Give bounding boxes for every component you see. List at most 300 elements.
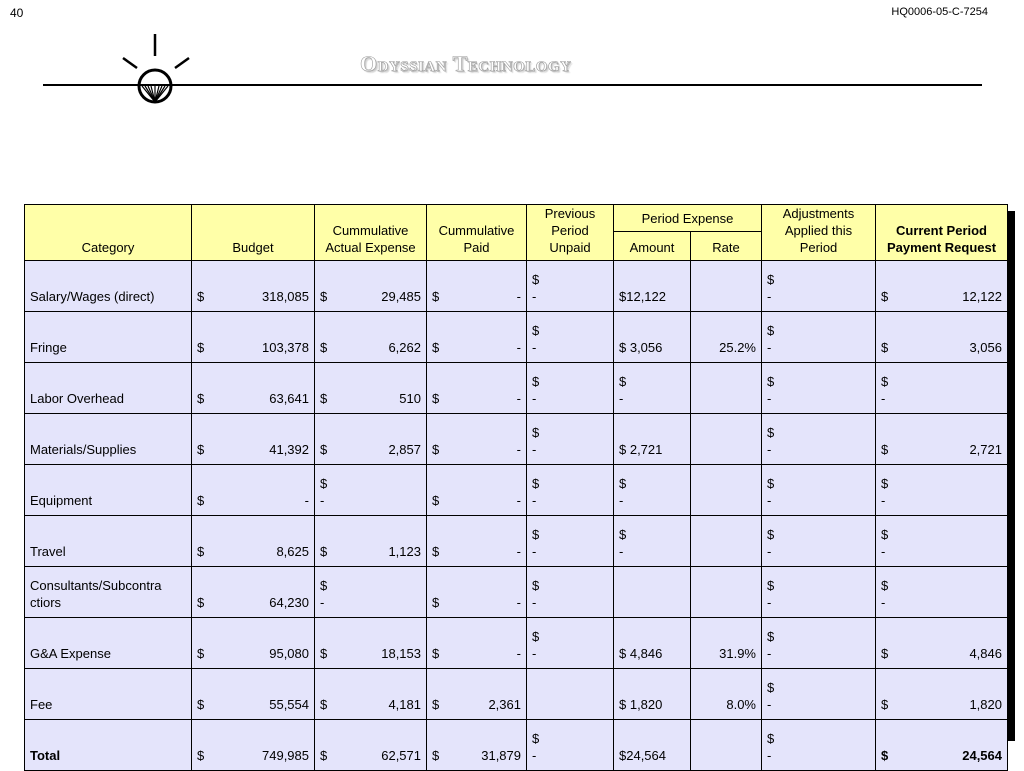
cell-current-request <box>876 516 1008 567</box>
money-value <box>432 696 521 713</box>
currency-symbol: $ <box>767 425 775 440</box>
currency-symbol: $ <box>320 340 328 355</box>
col-budget: Budget <box>192 205 315 261</box>
stacked-value <box>767 679 870 713</box>
money-value <box>881 645 1002 662</box>
amount-value: 2,361 <box>488 697 521 712</box>
currency-symbol: $ <box>619 476 627 491</box>
currency-symbol: $ <box>197 595 205 610</box>
amount-value: - <box>516 544 521 559</box>
money-value <box>197 696 309 713</box>
amount-value: 3,056 <box>969 340 1002 355</box>
amount-value: 1,123 <box>388 544 421 559</box>
currency-symbol: $ <box>432 646 440 661</box>
cell-adjustments <box>762 261 876 312</box>
amount-value: - <box>516 391 521 406</box>
cell-rate: 25.2% <box>691 312 762 363</box>
cell-adjustments <box>762 363 876 414</box>
currency-symbol: $ <box>432 697 440 712</box>
currency-symbol: $ <box>532 578 540 593</box>
amount-value: - <box>767 289 772 304</box>
money-value <box>432 339 521 356</box>
cell-amount <box>614 261 691 312</box>
amount-value: - <box>532 646 537 661</box>
cell-cumulative-actual <box>315 312 427 363</box>
amount-value: - <box>767 544 772 559</box>
currency-symbol: $ <box>432 340 440 355</box>
cell-cumulative-paid <box>427 720 527 771</box>
cell-adjustments <box>762 669 876 720</box>
money-value <box>320 696 421 713</box>
stacked-value <box>532 577 608 611</box>
money-value <box>881 747 1002 764</box>
cell-current-request <box>876 363 1008 414</box>
document-id: HQ0006-05-C-7254 <box>891 6 988 18</box>
cell-amount <box>614 312 691 363</box>
cell-rate <box>691 261 762 312</box>
currency-symbol: $ <box>881 578 889 593</box>
currency-symbol: $ <box>432 442 440 457</box>
stacked-value <box>767 526 870 560</box>
cell-budget <box>192 720 315 771</box>
currency-symbol: $ <box>532 527 540 542</box>
currency-symbol: $ <box>881 289 889 304</box>
cell-cumulative-paid <box>427 414 527 465</box>
currency-symbol: $ <box>881 340 889 355</box>
amount-value: 749,985 <box>262 748 309 763</box>
amount-value: $12,122 <box>619 289 666 304</box>
amount-value: - <box>619 544 624 559</box>
currency-symbol: $ <box>767 374 775 389</box>
stacked-value <box>320 475 421 509</box>
cell-amount <box>614 465 691 516</box>
amount-value: - <box>619 493 624 508</box>
money-value <box>197 747 309 764</box>
money-value <box>432 441 521 458</box>
col-rate: Rate <box>691 232 762 261</box>
money-value <box>320 288 421 305</box>
currency-symbol: $ <box>432 391 440 406</box>
amount-value: - <box>532 748 537 763</box>
currency-symbol: $ <box>197 697 205 712</box>
currency-symbol: $ <box>881 748 889 763</box>
cell-rate: 8.0% <box>691 669 762 720</box>
currency-symbol: $ <box>197 748 205 763</box>
amount-value: 318,085 <box>262 289 309 304</box>
amount-value: - <box>320 493 325 508</box>
cell-amount <box>614 414 691 465</box>
currency-symbol: $ <box>881 476 889 491</box>
amount-value: 24,564 <box>962 748 1002 763</box>
cell-rate <box>691 363 762 414</box>
amount-value: 103,378 <box>262 340 309 355</box>
cell-cumulative-paid <box>427 618 527 669</box>
currency-symbol: $ <box>432 595 440 610</box>
currency-symbol: $ <box>432 544 440 559</box>
stacked-value <box>532 730 608 764</box>
money-value <box>197 390 309 407</box>
stacked-value <box>532 373 608 407</box>
table-row <box>25 720 1008 771</box>
currency-symbol: $ <box>881 442 889 457</box>
cell-adjustments <box>762 618 876 669</box>
currency-symbol: $ <box>532 629 540 644</box>
money-value <box>320 441 421 458</box>
amount-value: 31,879 <box>481 748 521 763</box>
col-amount: Amount <box>614 232 691 261</box>
cell-rate <box>691 516 762 567</box>
cell-adjustments <box>762 414 876 465</box>
currency-symbol: $ <box>197 493 205 508</box>
money-value <box>432 543 521 560</box>
currency-symbol: $ <box>767 731 775 746</box>
cell-rate <box>691 414 762 465</box>
page-number: 40 <box>10 6 24 20</box>
amount-value: - <box>767 442 772 457</box>
cell-category: Fee <box>25 669 192 720</box>
cell-budget <box>192 261 315 312</box>
cell-cumulative-actual <box>315 669 427 720</box>
expense-table-container <box>24 204 1008 771</box>
currency-symbol: $ <box>881 646 889 661</box>
cell-current-request <box>876 465 1008 516</box>
money-value <box>432 390 521 407</box>
cell-cumulative-paid <box>427 465 527 516</box>
cell-current-request <box>876 414 1008 465</box>
table-row <box>25 363 1008 414</box>
stacked-value <box>767 730 870 764</box>
currency-symbol: $ <box>320 544 328 559</box>
currency-symbol: $ <box>320 578 328 593</box>
stacked-value <box>881 577 1002 611</box>
amount-value: $ 1,820 <box>619 697 663 712</box>
currency-symbol: $ <box>619 527 627 542</box>
currency-symbol: $ <box>532 425 540 440</box>
currency-symbol: $ <box>432 748 440 763</box>
currency-symbol: $ <box>767 629 775 644</box>
currency-symbol: $ <box>767 476 775 491</box>
stacked-value <box>881 475 1002 509</box>
cell-previous-unpaid <box>527 669 614 720</box>
money-value <box>197 492 309 509</box>
currency-symbol: $ <box>320 442 328 457</box>
amount-value: - <box>767 748 772 763</box>
cell-category: Consultants/Subcontra ctiors <box>25 567 192 618</box>
amount-value: - <box>532 544 537 559</box>
cell-amount <box>614 567 691 618</box>
cell-cumulative-paid <box>427 567 527 618</box>
cell-budget <box>192 567 315 618</box>
money-value <box>432 747 521 764</box>
currency-symbol: $ <box>432 493 440 508</box>
money-value <box>320 645 421 662</box>
stacked-value <box>767 424 870 458</box>
currency-symbol: $ <box>881 697 889 712</box>
cell-rate: 31.9% <box>691 618 762 669</box>
cell-previous-unpaid <box>527 414 614 465</box>
cell-adjustments <box>762 465 876 516</box>
money-value <box>197 441 309 458</box>
cell-cumulative-actual <box>315 363 427 414</box>
stacked-value <box>532 322 608 356</box>
cell-cumulative-actual <box>315 261 427 312</box>
amount-value: 4,181 <box>388 697 421 712</box>
cell-current-request <box>876 618 1008 669</box>
currency-symbol: $ <box>881 527 889 542</box>
currency-symbol: $ <box>320 476 328 491</box>
amount-value: 6,262 <box>388 340 421 355</box>
stacked-value <box>767 271 870 305</box>
stacked-value <box>619 373 685 407</box>
cell-previous-unpaid <box>527 567 614 618</box>
cell-current-request <box>876 669 1008 720</box>
amount-value: - <box>767 391 772 406</box>
currency-symbol: $ <box>197 442 205 457</box>
amount-value: 41,392 <box>269 442 309 457</box>
cell-cumulative-actual <box>315 465 427 516</box>
amount-value: - <box>320 595 325 610</box>
cell-category: Salary/Wages (direct) <box>25 261 192 312</box>
cell-category: Fringe <box>25 312 192 363</box>
cell-amount <box>614 720 691 771</box>
stacked-value <box>532 628 608 662</box>
cell-previous-unpaid <box>527 465 614 516</box>
currency-symbol: $ <box>432 289 440 304</box>
cell-category: G&A Expense <box>25 618 192 669</box>
table-row <box>25 516 1008 567</box>
money-value <box>881 288 1002 305</box>
cell-category: Travel <box>25 516 192 567</box>
currency-symbol: $ <box>197 391 205 406</box>
cell-current-request <box>876 261 1008 312</box>
cell-rate <box>691 465 762 516</box>
cell-current-request <box>876 567 1008 618</box>
cell-adjustments <box>762 567 876 618</box>
currency-symbol: $ <box>881 374 889 389</box>
money-value <box>881 441 1002 458</box>
cell-adjustments <box>762 720 876 771</box>
money-value <box>881 339 1002 356</box>
amount-value: - <box>767 595 772 610</box>
currency-symbol: $ <box>532 476 540 491</box>
amount-value: 4,846 <box>969 646 1002 661</box>
amount-value: 1,820 <box>969 697 1002 712</box>
header-rule <box>43 84 982 86</box>
amount-value: 510 <box>399 391 421 406</box>
stacked-value <box>881 526 1002 560</box>
cell-amount <box>614 618 691 669</box>
cell-adjustments <box>762 312 876 363</box>
amount-value: - <box>516 595 521 610</box>
amount-value: 18,153 <box>381 646 421 661</box>
col-cumulative-paid: Cummulative Paid <box>427 205 527 261</box>
cell-budget <box>192 414 315 465</box>
money-value <box>432 645 521 662</box>
cell-current-request <box>876 720 1008 771</box>
company-logotype: Odyssian Technology <box>360 51 572 76</box>
col-cumulative-actual: Cummulative Actual Expense <box>315 205 427 261</box>
money-value <box>320 390 421 407</box>
table-row <box>25 618 1008 669</box>
money-value <box>197 594 309 611</box>
amount-value: - <box>619 391 624 406</box>
stacked-value <box>619 526 685 560</box>
currency-symbol: $ <box>197 340 205 355</box>
amount-value: - <box>881 595 886 610</box>
amount-value: 2,721 <box>969 442 1002 457</box>
currency-symbol: $ <box>197 544 205 559</box>
cell-cumulative-actual <box>315 567 427 618</box>
stacked-value <box>320 577 421 611</box>
amount-value: 12,122 <box>962 289 1002 304</box>
cell-current-request <box>876 312 1008 363</box>
money-value <box>432 594 521 611</box>
table-row <box>25 567 1008 618</box>
money-value <box>320 747 421 764</box>
currency-symbol: $ <box>767 680 775 695</box>
amount-value: - <box>516 493 521 508</box>
stacked-value <box>619 475 685 509</box>
currency-symbol: $ <box>320 646 328 661</box>
cell-cumulative-actual <box>315 414 427 465</box>
stacked-value <box>767 577 870 611</box>
cell-budget <box>192 669 315 720</box>
cell-rate <box>691 720 762 771</box>
amount-value: - <box>532 442 537 457</box>
cell-cumulative-paid <box>427 516 527 567</box>
amount-value: - <box>516 340 521 355</box>
money-value <box>432 492 521 509</box>
money-value <box>197 339 309 356</box>
col-current-request: Current Period Payment Request <box>876 205 1008 261</box>
col-adjustments: Adjustments Applied this Period <box>762 205 876 261</box>
amount-value: - <box>516 646 521 661</box>
amount-value: 55,554 <box>269 697 309 712</box>
cell-cumulative-paid <box>427 261 527 312</box>
amount-value: 64,230 <box>269 595 309 610</box>
amount-value: - <box>532 289 537 304</box>
money-value <box>881 696 1002 713</box>
cell-adjustments <box>762 516 876 567</box>
currency-symbol: $ <box>767 527 775 542</box>
amount-value: $24,564 <box>619 748 666 763</box>
currency-symbol: $ <box>532 374 540 389</box>
money-value <box>197 543 309 560</box>
amount-value: $ 4,846 <box>619 646 663 661</box>
cell-cumulative-actual <box>315 720 427 771</box>
amount-value: - <box>881 544 886 559</box>
money-value <box>197 645 309 662</box>
stacked-value <box>532 526 608 560</box>
amount-value: 2,857 <box>388 442 421 457</box>
cell-amount <box>614 363 691 414</box>
amount-value: - <box>767 646 772 661</box>
col-previous-unpaid: Previous Period Unpaid <box>527 205 614 261</box>
amount-value: - <box>532 493 537 508</box>
amount-value: 95,080 <box>269 646 309 661</box>
cell-category: Equipment <box>25 465 192 516</box>
cell-category: Materials/Supplies <box>25 414 192 465</box>
currency-symbol: $ <box>320 391 328 406</box>
amount-value: $ 3,056 <box>619 340 663 355</box>
amount-value: - <box>516 442 521 457</box>
cell-previous-unpaid <box>527 720 614 771</box>
cell-cumulative-actual <box>315 618 427 669</box>
stacked-value <box>767 322 870 356</box>
money-value <box>320 543 421 560</box>
amount-value: - <box>532 391 537 406</box>
cell-category: Total <box>25 720 192 771</box>
cell-amount <box>614 669 691 720</box>
amount-value: - <box>767 340 772 355</box>
cell-previous-unpaid <box>527 363 614 414</box>
amount-value: - <box>532 595 537 610</box>
stacked-value <box>532 271 608 305</box>
col-category: Category <box>25 205 192 261</box>
sun-logo-icon <box>115 30 195 110</box>
currency-symbol: $ <box>320 697 328 712</box>
currency-symbol: $ <box>532 272 540 287</box>
amount-value: - <box>767 493 772 508</box>
table-row <box>25 465 1008 516</box>
table-row <box>25 261 1008 312</box>
cell-previous-unpaid <box>527 516 614 567</box>
table-row <box>25 414 1008 465</box>
cell-cumulative-paid <box>427 312 527 363</box>
amount-value: - <box>304 493 309 508</box>
currency-symbol: $ <box>767 323 775 338</box>
amount-value: - <box>767 697 772 712</box>
table-row <box>25 312 1008 363</box>
money-value <box>432 288 521 305</box>
expense-table <box>24 204 1008 771</box>
cell-cumulative-actual <box>315 516 427 567</box>
cell-budget <box>192 363 315 414</box>
cell-budget <box>192 465 315 516</box>
cell-category: Labor Overhead <box>25 363 192 414</box>
money-value <box>197 288 309 305</box>
stacked-value <box>767 373 870 407</box>
amount-value: - <box>516 289 521 304</box>
stacked-value <box>881 373 1002 407</box>
cell-budget <box>192 312 315 363</box>
cell-previous-unpaid <box>527 261 614 312</box>
currency-symbol: $ <box>320 748 328 763</box>
stacked-value <box>767 628 870 662</box>
amount-value: 63,641 <box>269 391 309 406</box>
money-value <box>320 339 421 356</box>
currency-symbol: $ <box>619 374 627 389</box>
cell-cumulative-paid <box>427 669 527 720</box>
cell-previous-unpaid <box>527 618 614 669</box>
cell-budget <box>192 516 315 567</box>
currency-symbol: $ <box>320 289 328 304</box>
currency-symbol: $ <box>767 578 775 593</box>
currency-symbol: $ <box>532 731 540 746</box>
currency-symbol: $ <box>532 323 540 338</box>
amount-value: - <box>881 493 886 508</box>
stacked-value <box>532 424 608 458</box>
amount-value: 8,625 <box>276 544 309 559</box>
col-period-expense: Period Expense <box>614 205 762 232</box>
cell-budget <box>192 618 315 669</box>
table-row <box>25 669 1008 720</box>
cell-amount <box>614 516 691 567</box>
currency-symbol: $ <box>197 289 205 304</box>
currency-symbol: $ <box>197 646 205 661</box>
cell-rate <box>691 567 762 618</box>
amount-value: 62,571 <box>381 748 421 763</box>
